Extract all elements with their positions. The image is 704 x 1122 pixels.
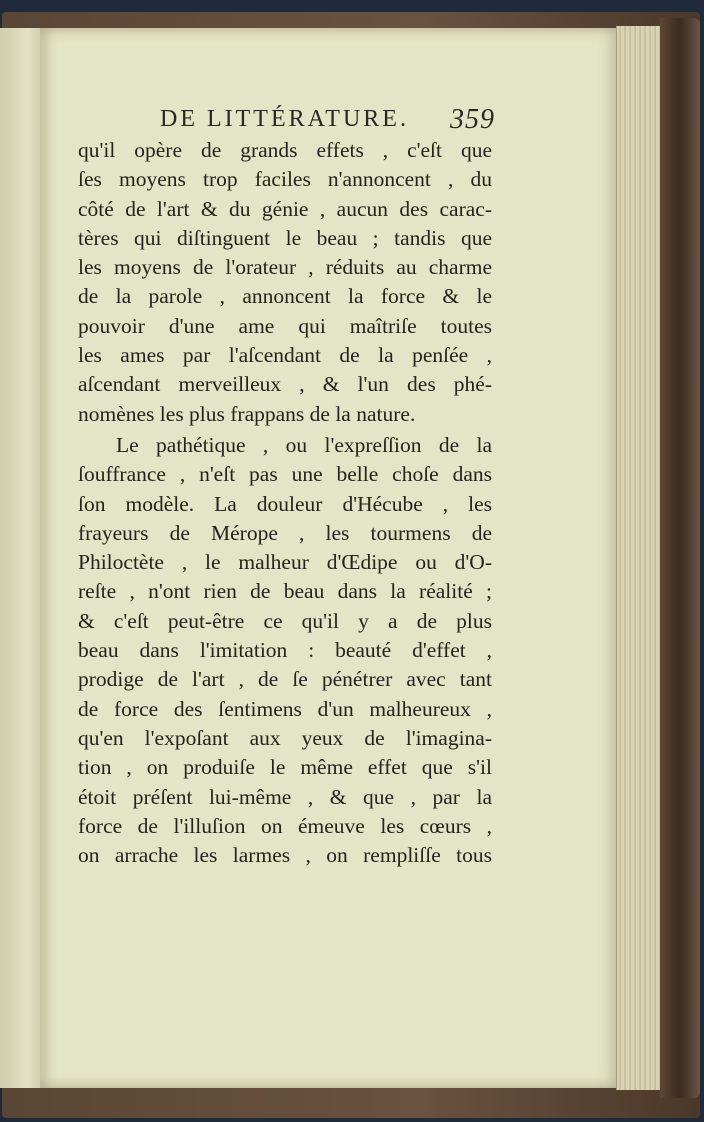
text-line: beau dans l'imitation : beauté d'effet , bbox=[78, 638, 492, 663]
text-line: force de l'illuſion on émeuve les cœurs , bbox=[78, 813, 492, 838]
text-line: étoit préſent lui-même , & que , par la bbox=[78, 784, 492, 809]
text-line: les ames par l'aſcendant de la penſée , bbox=[78, 343, 492, 368]
text-line: & c'eſt peut-être ce qu'il y a de plus bbox=[78, 608, 492, 633]
page-block-edge bbox=[616, 26, 661, 1090]
text-line: tion , on produiſe le même effet que s'il bbox=[78, 755, 492, 780]
text-line: de force des ſentimens d'un malheureux , bbox=[78, 696, 492, 721]
text-line: les moyens de l'orateur , réduits au charme bbox=[78, 255, 492, 280]
text-line: prodige de l'art , de ſe pénétrer avec tant bbox=[78, 667, 492, 692]
page-number: 359 bbox=[450, 104, 495, 135]
text-line: Philoctète , le malheur d'Œdipe ou d'O- bbox=[78, 550, 492, 575]
text-line: Le pathétique , ou l'expreſſion de la bbox=[116, 432, 492, 457]
text-line: nomènes les plus frappans de la nature. bbox=[78, 401, 416, 426]
text-line: on arrache les larmes , on rempliſſe tous bbox=[78, 843, 492, 868]
text-line: ſon modèle. La douleur d'Hécube , les bbox=[78, 491, 492, 516]
text-line: qu'il opère de grands effets , c'eſt que bbox=[78, 138, 492, 162]
text-line: ſouffrance , n'eſt pas une belle choſe dans bbox=[78, 462, 492, 487]
text-line: qu'en l'expoſant aux yeux de l'imagina- bbox=[78, 725, 492, 750]
text-line: ſes moyens trop faciles n'annoncent , du bbox=[78, 167, 492, 192]
text-line: de la parole , annoncent la force & le bbox=[78, 284, 492, 309]
text-line: pouvoir d'une ame qui maîtriſe toutes bbox=[78, 313, 492, 338]
body-text bbox=[78, 136, 492, 870]
book-spine bbox=[660, 18, 700, 1098]
text-line: côté de l'art & du génie , aucun des carac- bbox=[78, 196, 492, 221]
text-line: reſte , n'ont rien de beau dans la réalité ; bbox=[78, 579, 492, 604]
text-line: tères qui diſtinguent le beau ; tandis que bbox=[78, 225, 492, 250]
text-line: aſcendant merveilleux , & l'un des phé- bbox=[78, 372, 492, 397]
running-title: DE LITTÉRATURE. bbox=[160, 106, 409, 132]
text-line: frayeurs de Mérope , les tourmens de bbox=[78, 520, 492, 545]
